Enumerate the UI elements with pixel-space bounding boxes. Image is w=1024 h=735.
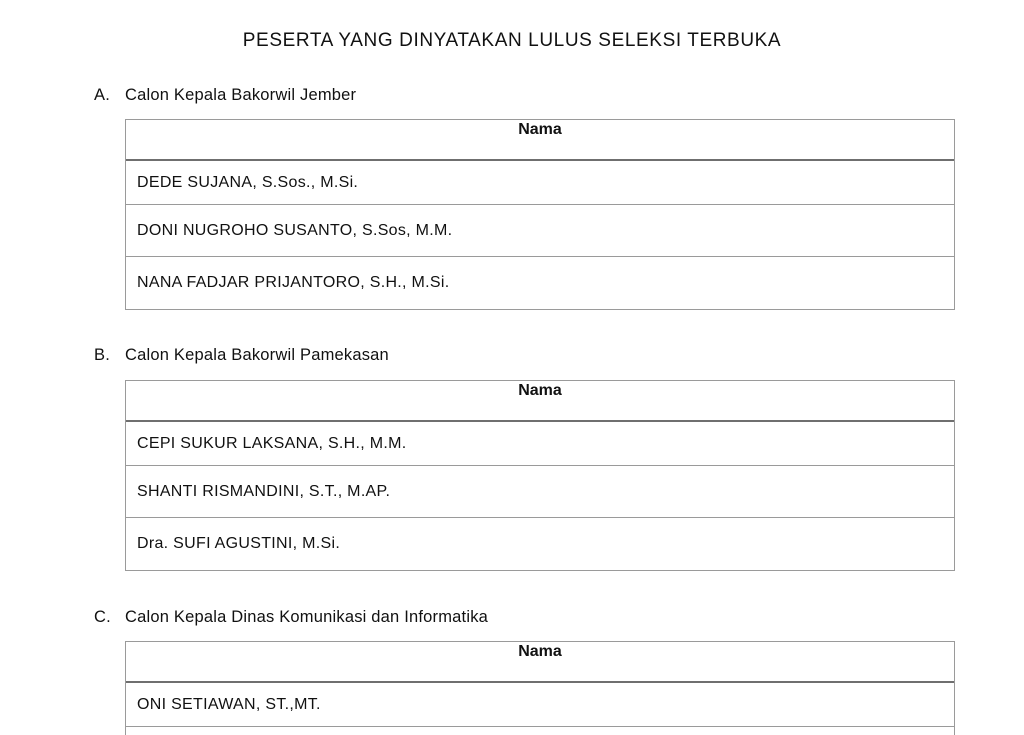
section-letter: C. [94,608,111,626]
table-section-c [125,641,955,735]
table-row: ONI SETIAWAN, ST.,MT. [126,683,954,727]
table-row: Dra. SUFI AGUSTINI, M.Si. [137,535,341,552]
column-header-nama: Nama [126,120,954,161]
table-row: CEPI SUKUR LAKSANA, S.H., M.M. [126,422,954,466]
section-title: Calon Kepala Bakorwil Pamekasan [125,346,389,364]
document-title: PESERTA YANG DINYATAKAN LULUS SELEKSI TERBUKA [242,30,782,51]
table-row: DONI NUGROHO SUSANTO, S.Sos, M.M. [126,205,954,257]
table-section-a [125,119,955,310]
table-section-b [125,380,955,571]
section-letter: B. [94,346,110,364]
section-letter: A. [94,86,110,104]
table-row: DEDE SUJANA, S.Sos., M.Si. [126,161,954,205]
section-title: Calon Kepala Dinas Komunikasi dan Informatika [125,608,489,626]
table-row: NANA FADJAR PRIJANTORO, S.H., M.Si. [137,274,450,291]
section-heading-b [94,346,389,365]
section-heading-a [94,86,356,105]
column-header-nama: Nama [126,642,954,683]
section-heading-c [94,608,488,627]
column-header-nama: Nama [126,381,954,422]
table-row: SHANTI RISMANDINI, S.T., M.AP. [126,466,954,518]
section-title: Calon Kepala Bakorwil Jember [125,86,357,104]
